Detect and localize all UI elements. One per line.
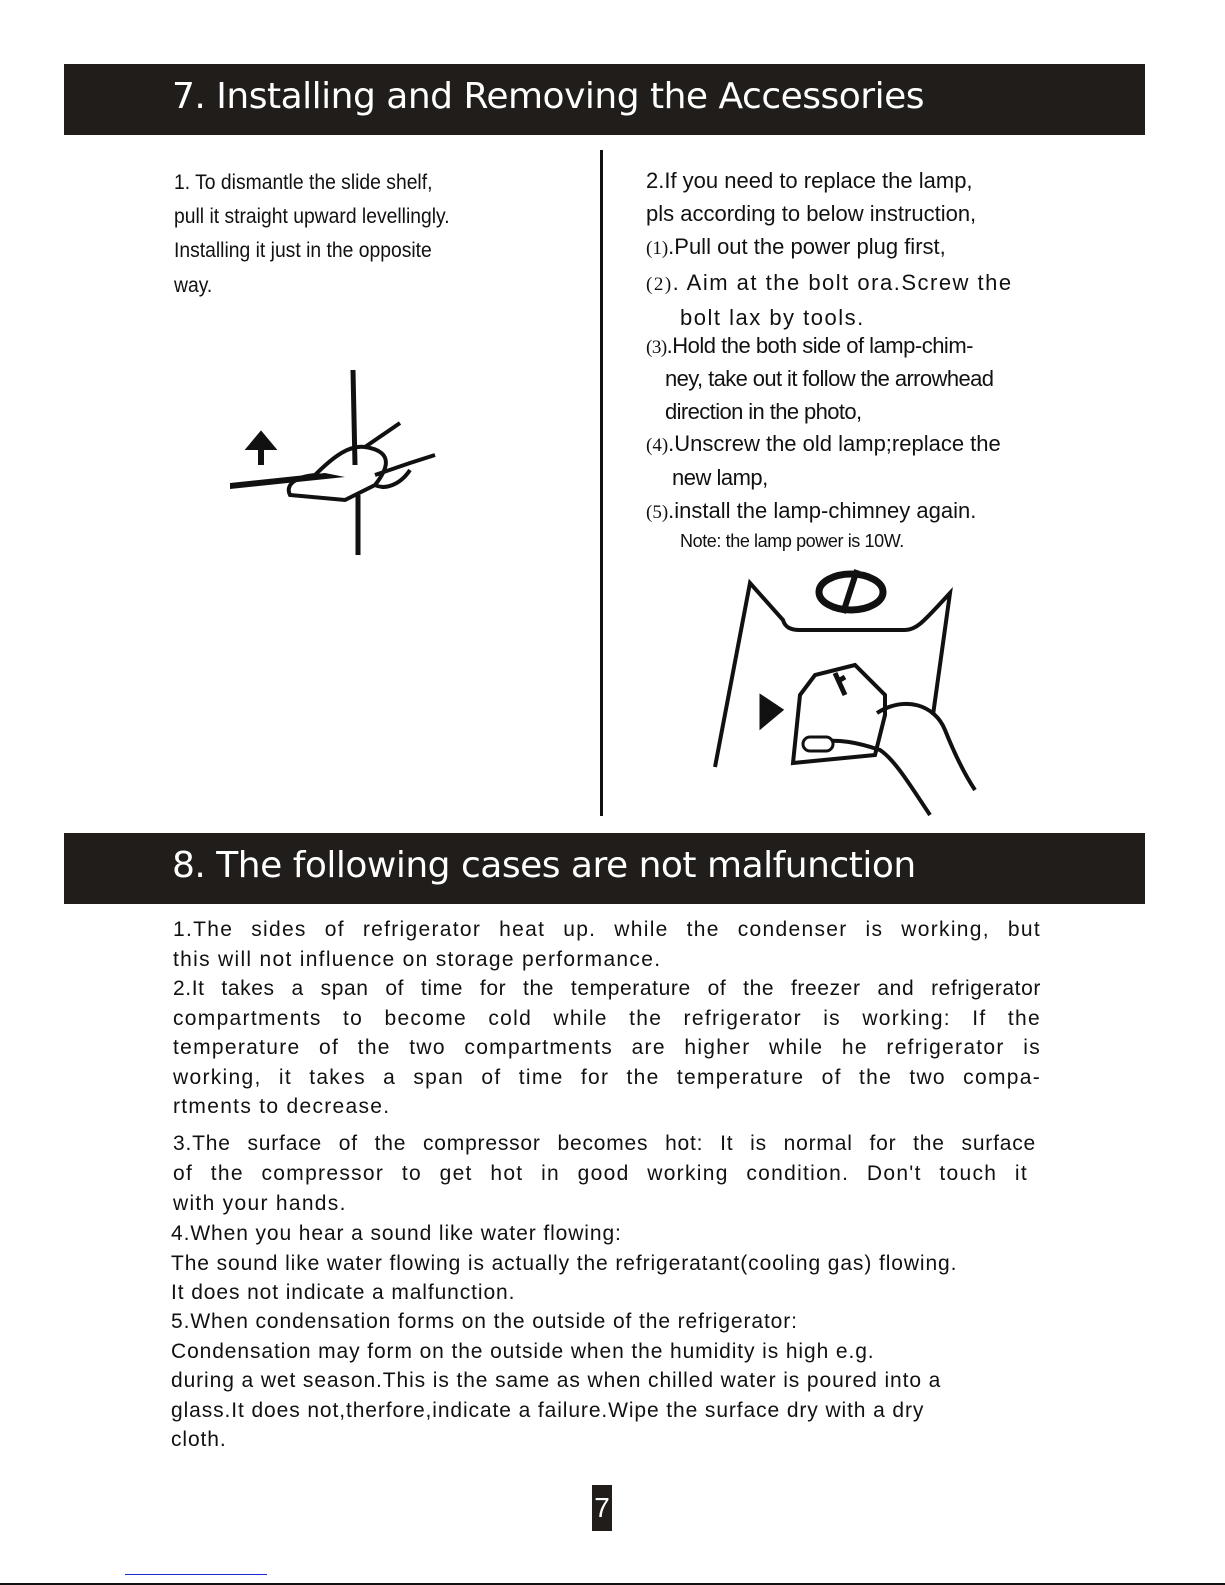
lamp-replacement-illustration [705,565,990,825]
body-line: of the compressor to get hot in good working condition. Don't touch it [173,1162,1028,1185]
lamp-power-note: Note: the lamp power is 10W. [680,531,904,551]
body-line: 1.The sides of refrigerator heat up. while the condenser is working, but [173,918,1041,941]
instruction-step-3: (3).Hold the both side of lamp-chim- [646,333,973,358]
left-text-line: Installing it just in the opposite [174,239,432,262]
instruction-line: new lamp, [672,465,768,490]
body-line: 3.The surface of the compressor becomes hot: It is normal for the surface [173,1132,1036,1155]
instruction-step-5: (5).install the lamp-chimney again. [646,498,977,523]
body-line: 2.It takes a span of time for the temperature of the freezer and refrigerator [173,977,1041,1000]
instruction-step-1: (1).Pull out the power plug first, [646,234,946,259]
section-8-header [64,833,1145,904]
body-line: with your hands. [173,1192,347,1215]
left-text-line: way. [174,274,213,297]
instruction-line: bolt lax by tools. [680,305,865,330]
section-7-header [64,64,1145,135]
instruction-line: direction in the photo, [665,399,862,424]
body-line: Condensation may form on the outside when the humidity is high e.g. [171,1340,875,1363]
body-line: The sound like water flowing is actually the refrigeratant(cooling gas) flowing. [171,1252,958,1275]
instruction-step-4: (4).Unscrew the old lamp;replace the [646,431,1001,456]
left-text-line: 1. To dismantle the slide shelf, [174,171,433,194]
body-line: 5.When condensation forms on the outside of the refrigerator: [171,1310,798,1333]
body-line: compartments to become cold while the refrigerator is working: If the [173,1007,1041,1030]
page-number: 7 [592,1485,612,1531]
left-text-line: pull it straight upward levellingly. [174,205,450,228]
body-line: this will not influence on storage performance. [173,948,662,971]
body-line: working, it takes a span of time for the temperature of the two compa- [173,1066,1041,1089]
body-line: during a wet season.This is the same as when chilled water is poured into a [171,1369,942,1392]
body-line: cloth. [171,1428,227,1451]
section-7-title: 7. Installing and Removing the Accessories [172,76,924,117]
shelf-removal-illustration [225,365,445,560]
instruction-step-2: (2). Aim at the bolt ora.Screw the [646,270,1013,295]
body-line: rtments to decrease. [173,1095,391,1118]
body-line: It does not indicate a malfunction. [171,1281,516,1304]
body-line: glass.It does not,therfore,indicate a failure.Wipe the surface dry with a dry [171,1399,925,1422]
column-divider [600,150,603,816]
body-line: temperature of the two compartments are higher while he refrigerator is [173,1036,1041,1059]
instruction-line: ney, take out it follow the arrowhead [665,366,994,391]
instruction-line: pls according to below instruction, [646,201,977,226]
link-underline [125,1574,267,1575]
instruction-line: 2.If you need to replace the lamp, [646,168,973,193]
section-8-title: 8. The following cases are not malfunction [172,845,916,886]
body-line: 4.When you hear a sound like water flowing: [171,1222,622,1245]
